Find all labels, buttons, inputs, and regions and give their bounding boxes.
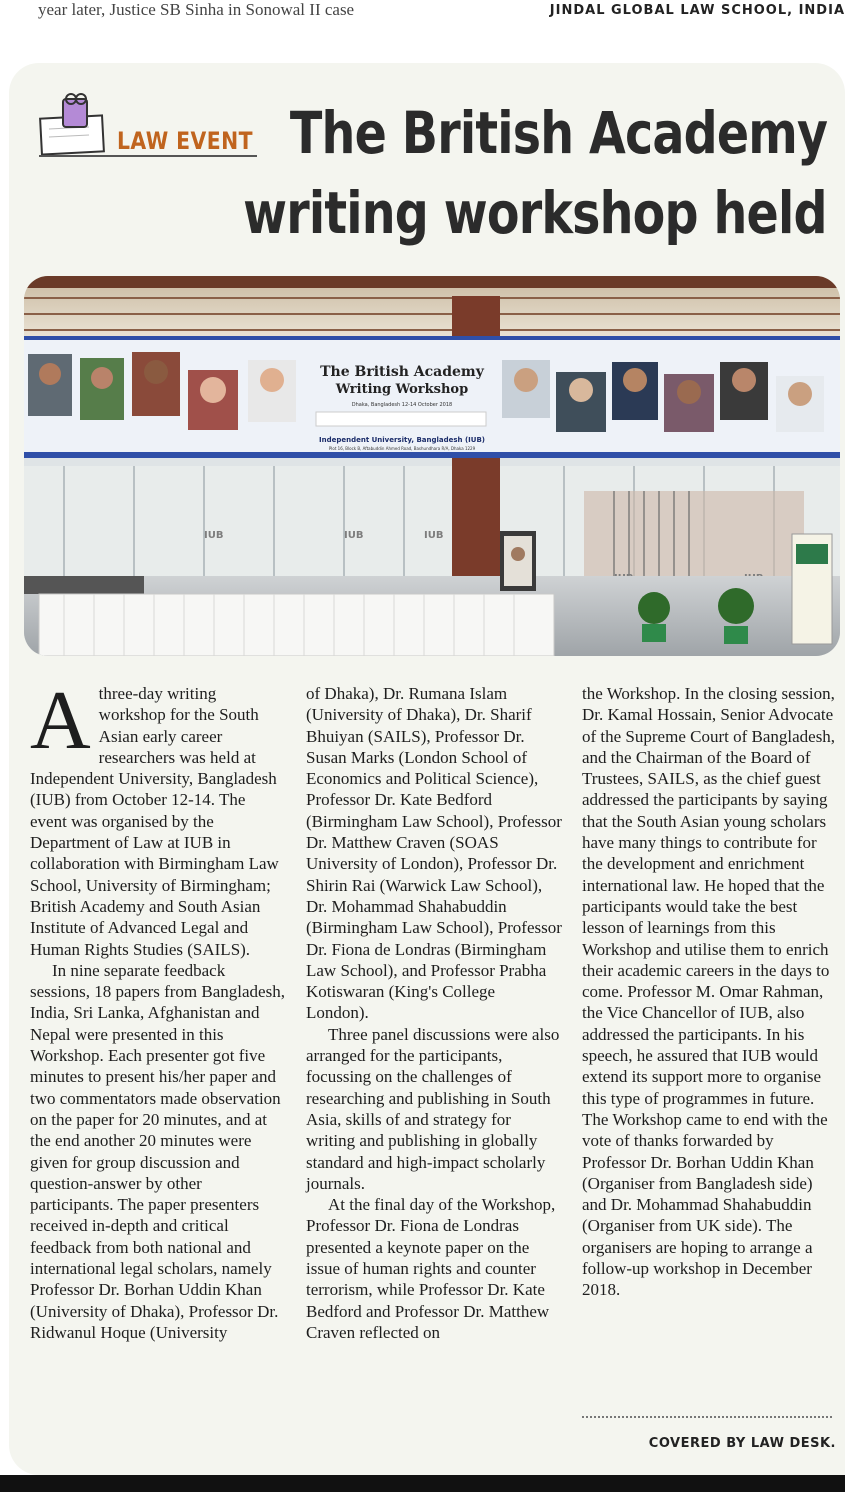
speaker-portrait (132, 352, 180, 416)
speaker-portrait (248, 360, 296, 422)
plant-icon (638, 592, 670, 642)
speaker-portrait (502, 360, 550, 418)
article-column-2 (306, 683, 562, 1343)
dotted-divider (582, 1416, 832, 1418)
running-text: year later, Justice SB Sinha in Sonowal II case (38, 0, 355, 19)
speaker-portrait (188, 370, 238, 430)
speaker-portrait (612, 362, 658, 420)
speaker-portrait (556, 372, 606, 432)
speaker-portrait (776, 376, 824, 432)
lobby-scene (24, 276, 840, 656)
banner-address: Plot 16, Block B, Aftabuddin Ahmed Road, Bashundhara R/A, Dhaka 1229 (328, 446, 476, 451)
workshop-banner (24, 336, 840, 458)
speaker-portrait (80, 358, 124, 420)
headline-line-2: writing workshop held (243, 179, 827, 247)
section-label: LAW EVENT (117, 127, 253, 155)
speaker-portrait (28, 354, 72, 416)
headline (87, 93, 827, 253)
page-bottom-band (0, 1475, 845, 1492)
wall-logo-3: IUB (424, 530, 444, 541)
page-header (0, 0, 845, 26)
banner-title: The British Academy (320, 364, 484, 380)
paragraph: Three panel discussions were also arranged for the participants, focussing on the challenges of researching and publishing in South Asia, skills of and strategy for writing and publishing in globally standard and high-impact scholarly journals. (306, 1024, 560, 1193)
article-column-3 (582, 683, 838, 1301)
event-photo (24, 276, 840, 656)
wall-logo-1: IUB (204, 530, 224, 541)
article-column-1 (30, 674, 286, 1343)
banner-dates: Dhaka, Bangladesh 12-14 October 2018 (351, 402, 453, 408)
publication-name: JINDAL GLOBAL LAW SCHOOL, INDIA (549, 3, 845, 18)
drop-cap: A (30, 674, 91, 767)
paragraph: In nine separate feedback sessions, 18 papers from Bangladesh, India, Sri Lanka, Afghanistan and Nepal were presented in this Workshop. Each presenter got five minutes to present his/her paper and two commentators made observation on the paper for 20 minutes, and at the end another 20 minutes were given for group discussion and question-answer by other participants. The paper presenters received in-depth and critical feedback from both national and international legal scholars, namely Professor Dr. Borhan Uddin Khan (University of Dhaka), Professor Dr. Ridwanul Hoque (University (30, 960, 285, 1342)
paragraph: of Dhaka), Dr. Rumana Islam (University of Dhaka), Dr. Sharif Bhuiyan (SAILS), Professor Dr. Susan Marks (London School of Economics and Political Science), Professor Dr. Kate Bedford (Birmingham Law School), Professor Dr. Matthew Craven (SOAS University of London), Professor Dr. Shirin Rai (Warwick Law School), Dr. Mohammad Shahabuddin (Birmingham Law School), Professor Dr. Fiona de Londras (Birmingham Law School), and Professor Prabha Kotiswaran (King's College London). (306, 684, 562, 1023)
paragraph: Athree-day writing workshop for the South Asian early career researchers was held at Independent University, Bangladesh (IUB) from October 12-14. The event was organised by the Department of Law at IUB in collaboration with Birmingham Law School, University of Birmingham; British Academy and South Asian Institute of Advanced Legal and Human Rights Studies (SAILS). (30, 674, 279, 959)
byline-credit: COVERED BY LAW DESK. (648, 1436, 836, 1451)
banner-host: Independent University, Bangladesh (IUB) (318, 436, 486, 444)
speaker-portrait (720, 362, 768, 420)
paragraph: the Workshop. In the closing session, Dr. Kamal Hossain, Senior Advocate of the Supreme Court of Bangladesh, and the Chairman of the Board of Trustees, SAILS, as the chief guest addressed the participants by saying that the South Asian young scholars have many things to contribute for the development and enrichment international law. He hoped that the participants would take the best lesson of learnings from this Workshop and utilise them to enrich their academic careers in the days to come. Professor M. Omar Rahman, the Vice Chancellor of IUB, also addressed the participants. In his speech, he assured that IUB would extend its support more to organise this type of programmes in future. The Workshop came to end with the vote of thanks forwarded by Professor Dr. Borhan Uddin Khan (Organiser from Bangladesh side) and Dr. Mohammad Shahabuddin (Organiser from UK side). The organisers are hoping to arrange a follow-up workshop in December 2018. (582, 684, 836, 1300)
speaker-portrait (664, 374, 714, 432)
headline-line-1: The British Academy (289, 99, 827, 167)
banner-subtitle: Writing Workshop (335, 382, 469, 397)
paragraph: At the final day of the Workshop, Professor Dr. Fiona de Londras presented a keynote paper on the issue of human rights and counter terrorism, while Professor Dr. Kate Bedford and Professor Dr. Matthew Craven reflected on (306, 1195, 556, 1342)
wall-logo-2: IUB (344, 530, 364, 541)
article-card (9, 63, 845, 1475)
